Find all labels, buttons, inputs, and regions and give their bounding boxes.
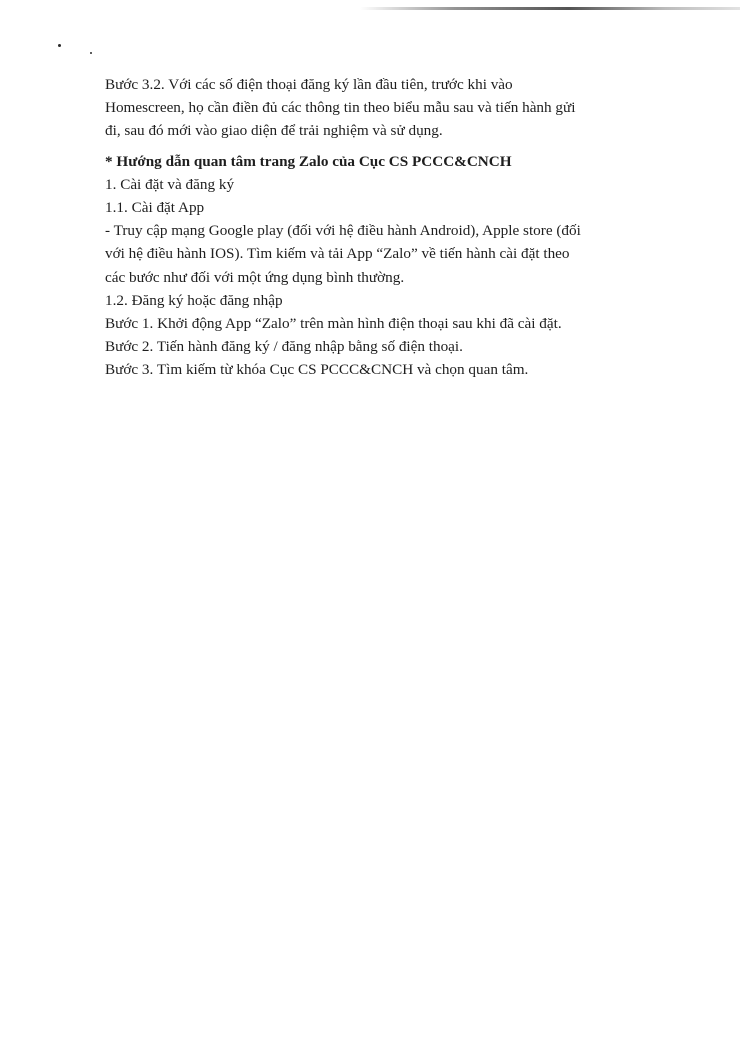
step-item: Bước 3. Tìm kiếm từ khóa Cục CS PCCC&CNCH và chọn quan tâm. <box>105 361 529 379</box>
text-line: - Truy cập mạng Google play (đối với hệ điều hành Android), Apple store (đối <box>105 222 581 240</box>
install-instructions <box>105 219 705 289</box>
text-line: Homescreen, họ cần điền đủ các thông tin theo biểu mẫu sau và tiến hành gửi <box>105 99 576 117</box>
scan-speck <box>58 44 61 47</box>
section-1-1-title: 1.1. Cài đặt App <box>105 199 205 217</box>
text-line: đi, sau đó mới vào giao diện để trải nghiệm và sử dụng. <box>105 122 443 140</box>
section-1-2-title: 1.2. Đăng ký hoặc đăng nhập <box>105 291 283 309</box>
text-line: Bước 3.2. Với các số điện thoại đăng ký lần đầu tiên, trước khi vào <box>105 76 513 93</box>
text-line: các bước như đối với một ứng dụng bình thường. <box>105 268 405 286</box>
step-item: Bước 1. Khởi động App “Zalo” trên màn hình điện thoại sau khi đã cài đặt. <box>105 315 562 333</box>
document-body <box>105 73 705 382</box>
login-steps <box>105 312 705 382</box>
paragraph-gap <box>105 143 705 150</box>
scan-edge-line <box>360 7 740 10</box>
section-heading: * Hướng dẫn quan tâm trang Zalo của Cục CS PCCC&CNCH <box>105 152 512 170</box>
step-item: Bước 2. Tiến hành đăng ký / đăng nhập bằng số điện thoại. <box>105 338 463 356</box>
intro-paragraph <box>105 73 705 143</box>
section-1-title: 1. Cài đặt và đăng ký <box>105 175 235 193</box>
text-line: với hệ điều hành IOS). Tìm kiếm và tải App “Zalo” về tiến hành cài đặt theo <box>105 245 570 263</box>
scan-speck <box>90 52 92 54</box>
